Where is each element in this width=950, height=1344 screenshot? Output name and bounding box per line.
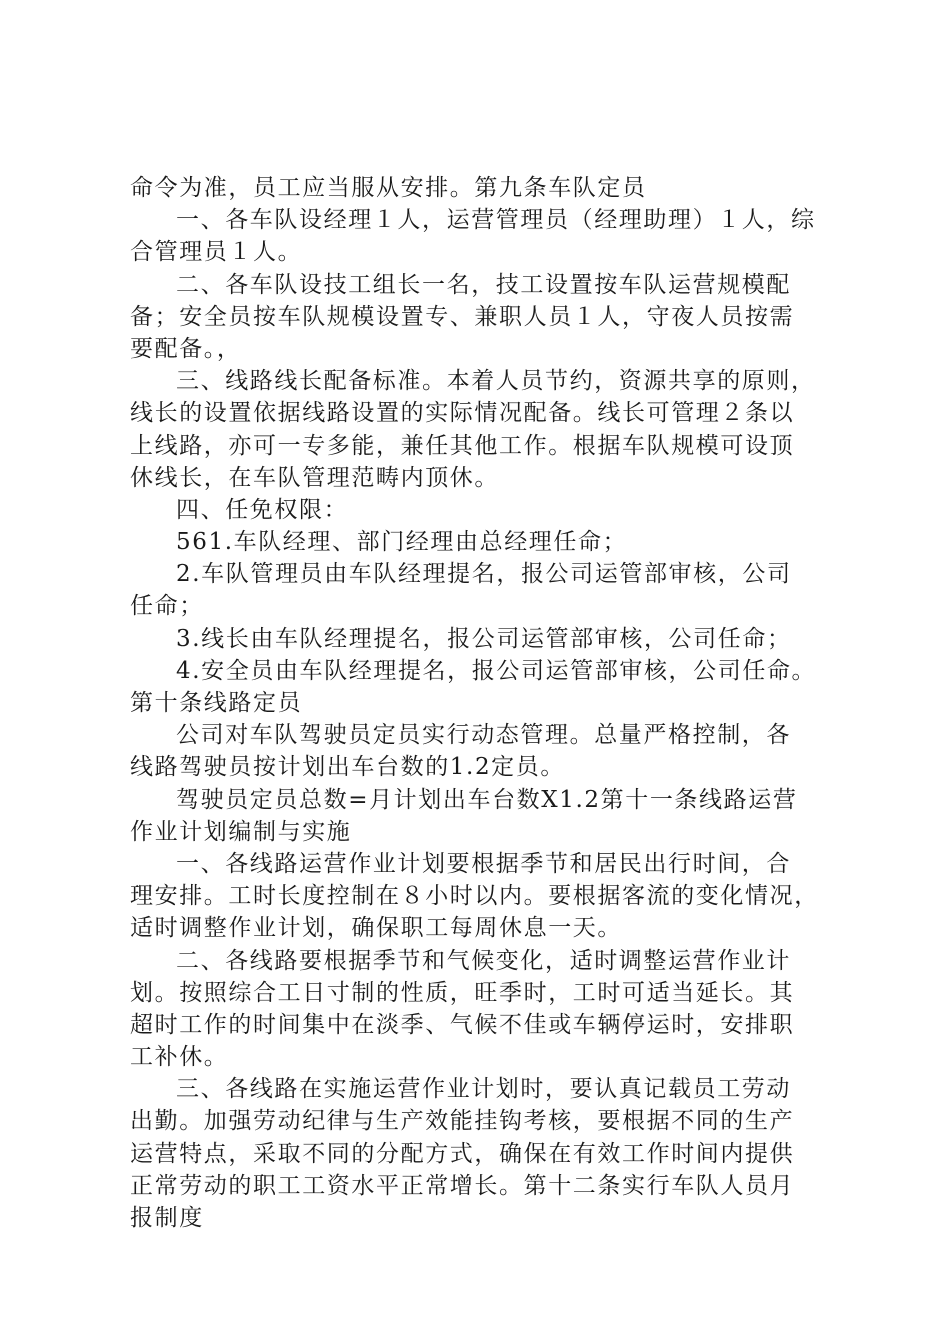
document-line: 正常劳动的职工工资水平正常增长。第十二条实行车队人员月 <box>130 1172 795 1199</box>
document-line: 划。按照综合工日寸制的性质，旺季时，工时可适当延长。其 <box>130 979 795 1006</box>
document-line: 报制度 <box>130 1205 204 1231</box>
document-line: 一、各线路运营作业计划要根据季节和居民出行时间，合 <box>176 850 791 877</box>
document-line: 超时工作的时间集中在淡季、气候不佳或车辆停运时，安排职 <box>130 1011 795 1038</box>
document-line: 公司对车队驾驶员定员实行动态管理。总量严格控制，各 <box>176 722 791 749</box>
document-line: 一、各车队设经理１人，运营管理员（经理助理）１人，综 <box>176 207 816 234</box>
document-line: 4.安全员由车队经理提名，报公司运管部审核，公司任命。 <box>176 657 817 684</box>
document-line: 第十条线路定员 <box>130 690 303 716</box>
document-line: 二、各车队设技工组长一名，技工设置按车队运营规模配 <box>176 271 791 298</box>
document-line: 要配备。， <box>130 335 242 362</box>
document-line: 561.车队经理、部门经理由总经理任命； <box>176 529 628 556</box>
document-line: 三、线路线长配备标准。本着人员节约，资源共享的原则， <box>176 368 816 395</box>
document-line: 二、各线路要根据季节和气候变化，适时调整运营作业计 <box>176 947 791 974</box>
document-line: 线路驾驶员按计划出车台数的1.2定员。 <box>130 754 565 781</box>
document-line: 工补休。 <box>130 1044 229 1071</box>
document-line: 线长的设置依据线路设置的实际情况配备。线长可管理２条以 <box>130 400 795 427</box>
document-line: 上线路，亦可一专多能，兼任其他工作。根据车队规模可设顶 <box>130 432 795 459</box>
document-line: 命令为准，员工应当服从安排。第九条车队定员 <box>130 175 647 201</box>
document-line: 理安排。工时长度控制在８小时以内。要根据客流的变化情况， <box>130 883 819 910</box>
document-line: 休线长，在车队管理范畴内顶休。 <box>130 464 499 491</box>
document-line: 备；安全员按车队规模设置专、兼职人员１人，守夜人员按需 <box>130 303 795 330</box>
document-line: 出勤。加强劳动纪律与生产效能挂钩考核，要根据不同的生产 <box>130 1108 795 1135</box>
document-body <box>130 172 850 1234</box>
document-line: 2.车队管理员由车队经理提名，报公司运管部审核，公司 <box>176 561 792 588</box>
document-line: 三、各线路在实施运营作业计划时，要认真记载员工劳动 <box>176 1076 791 1103</box>
document-line: 任命； <box>130 593 204 620</box>
document-line: 四、任免权限： <box>176 496 349 523</box>
document-line: 驾驶员定员总数=月计划出车台数X1.2第十一条线路运营 <box>176 786 798 813</box>
document-line: 运营特点，采取不同的分配方式，确保在有效工作时间内提供 <box>130 1140 795 1167</box>
document-line: 合管理员１人。 <box>130 239 303 266</box>
document-line: 3.线长由车队经理提名，报公司运管部审核，公司任命； <box>176 625 792 652</box>
document-line: 作业计划编制与实施 <box>130 818 352 845</box>
document-line: 适时调整作业计划，确保职工每周休息一天。 <box>130 915 622 942</box>
